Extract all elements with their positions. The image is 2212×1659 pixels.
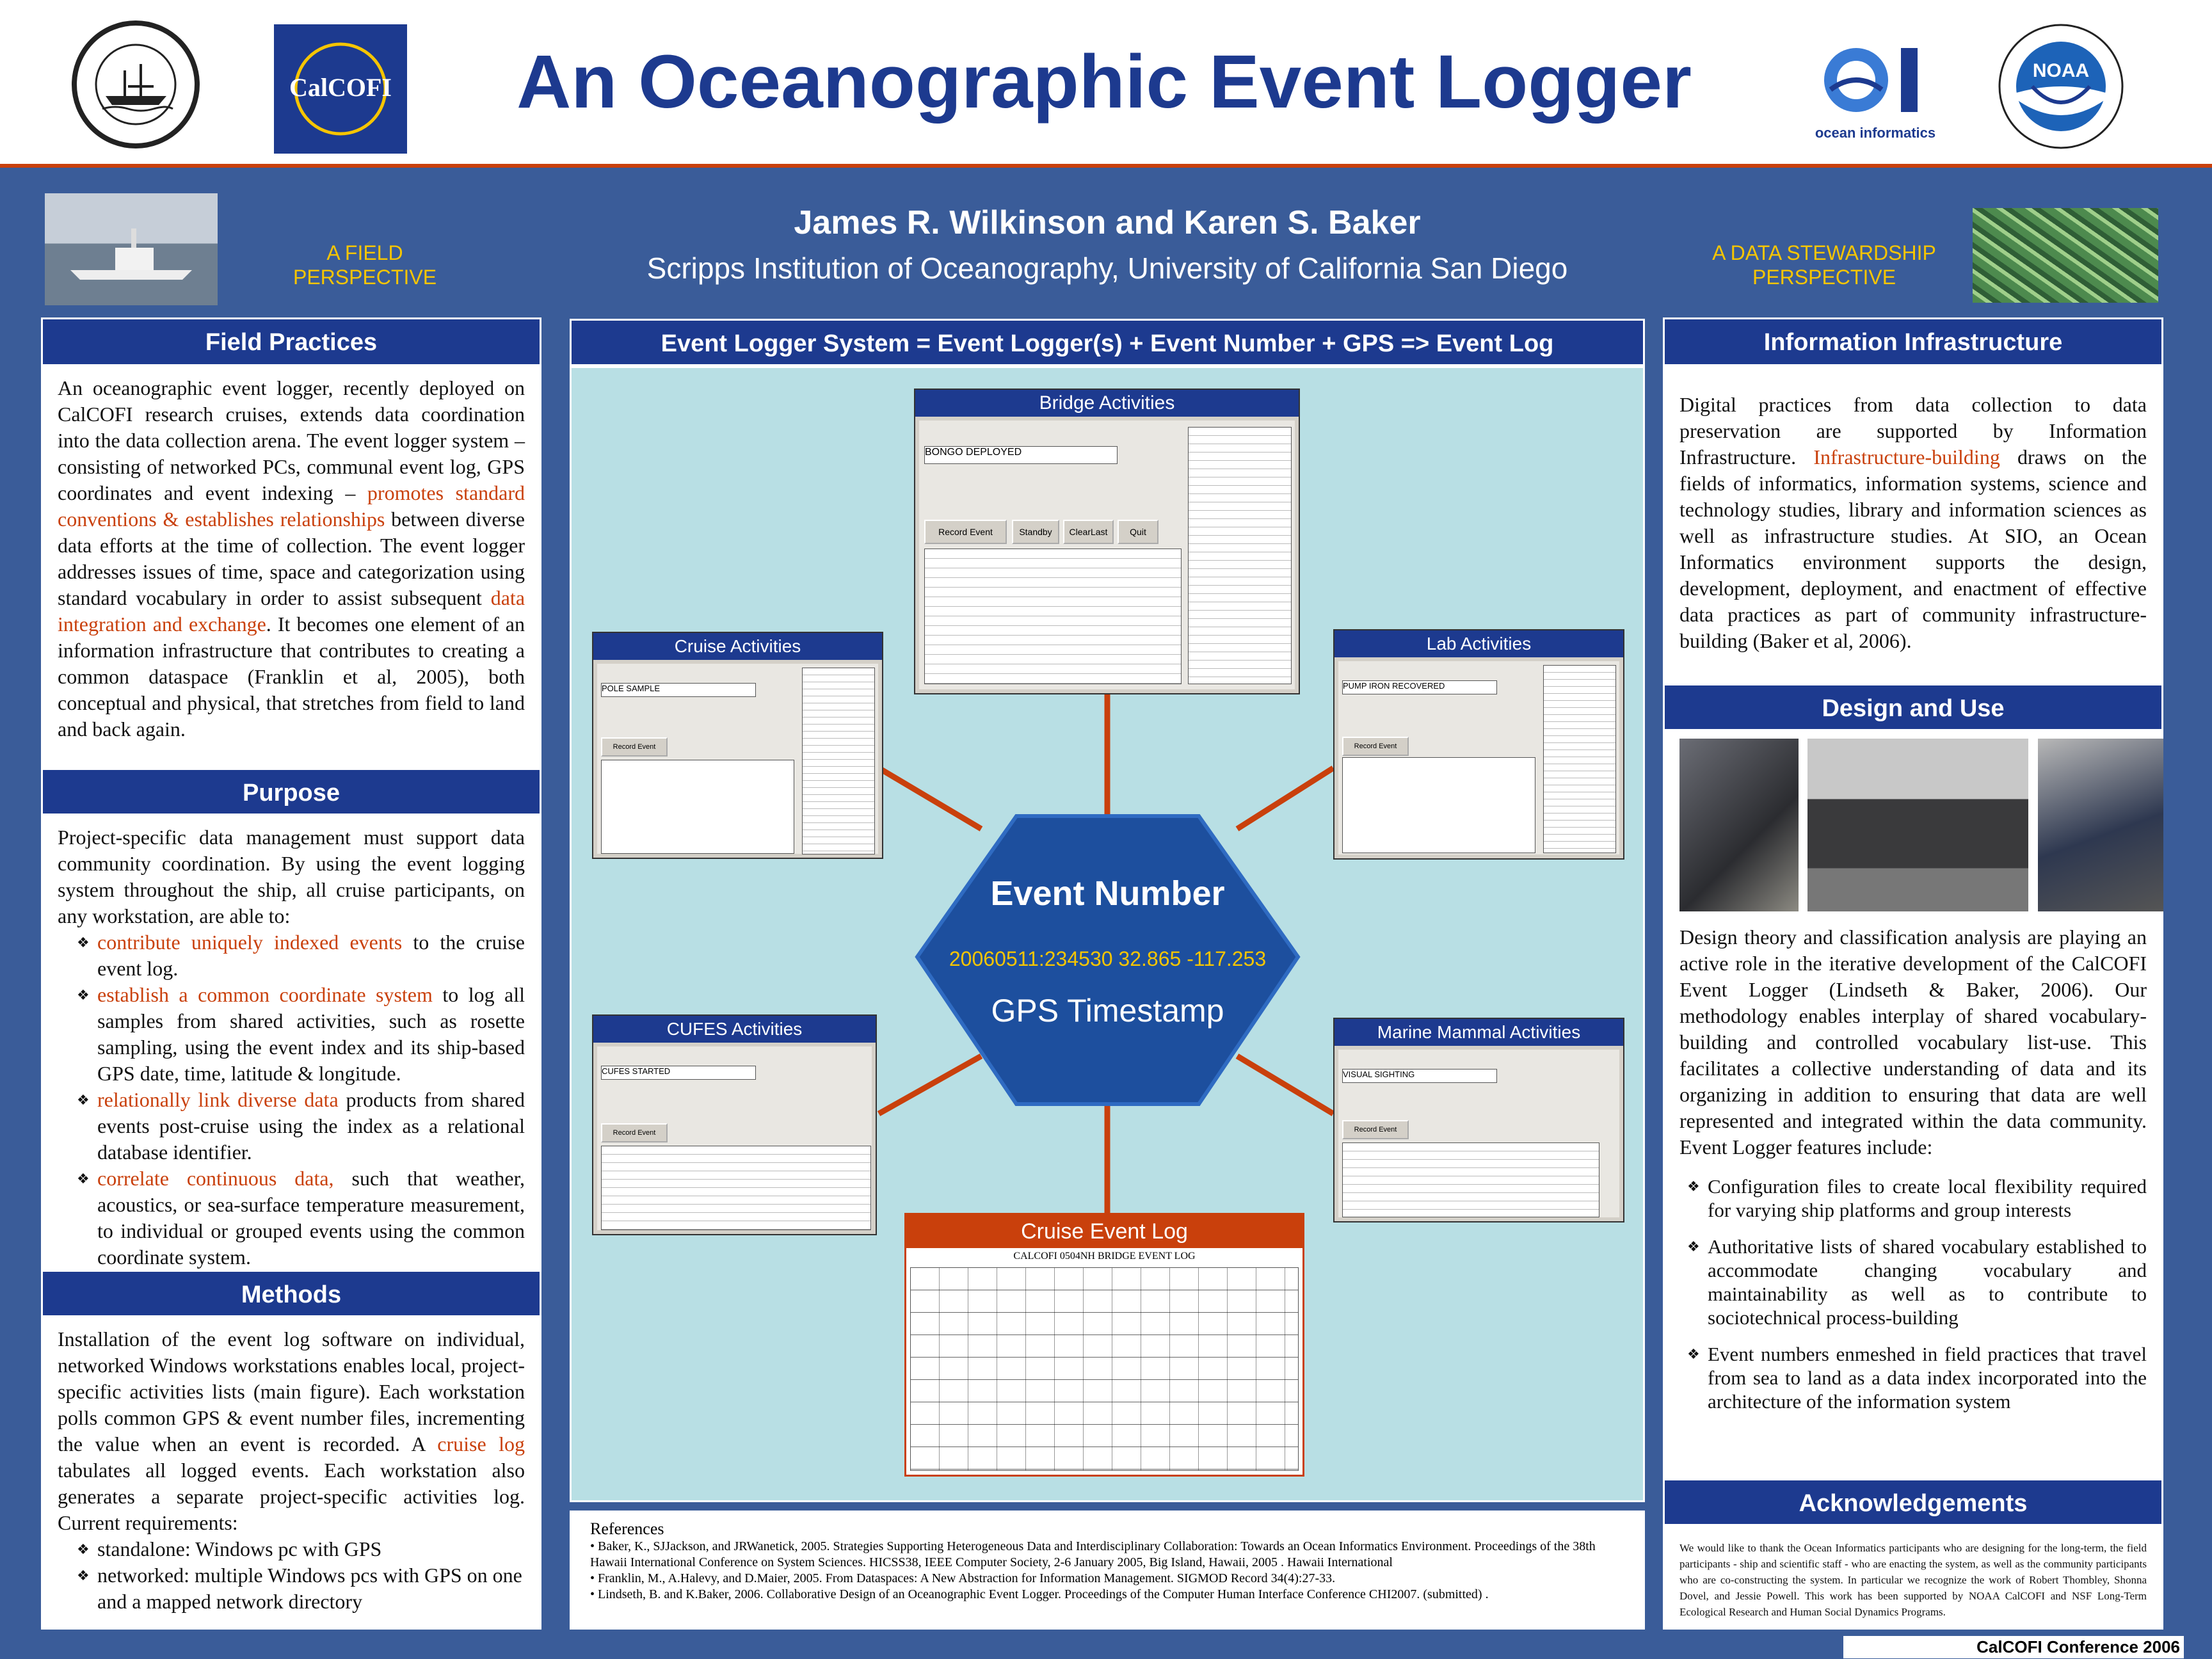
lab-events-checklist[interactable] [1543,665,1616,853]
cufes-record-event-button[interactable]: Record Event [601,1123,668,1142]
page-title: An Oceanographic Event Logger [517,40,1692,124]
infrastructure-heading: Information Infrastructure [1663,317,2163,366]
fp-p3: . It becomes one element of an information infrastructure that contributes to creating a common dataspace (Franklin et al, 2005), both conceptual and physical, that stretches from field to land and back again. [58,613,525,741]
noaa-logo [1997,22,2125,150]
design-item: ❖ Authoritative lists of shared vocabulary established to accommodate changing vocabulary and maintainability as well as to contribute to sociotechnical process-building [1687,1235,2147,1329]
infrastructure-text [1663,366,2163,684]
cruise-record-event-button[interactable]: Record Event [601,737,668,757]
purpose-list [58,929,525,1270]
methods-item: ❖ standalone: Windows pc with GPS [77,1536,525,1562]
cruise-event-list[interactable] [601,760,794,854]
bridge-quit-button[interactable]: Quit [1118,520,1158,544]
lab-record-event-button[interactable]: Record Event [1342,737,1409,756]
methods-list [58,1536,525,1615]
ship-photo [45,193,218,305]
cufes-event-field[interactable]: CUFES STARTED [601,1066,756,1080]
field-practices-text [41,366,541,768]
fp-p1-highlight: promotes standard conventions & establishes relationships [58,481,525,531]
hex-gps-timestamp-label: GPS Timestamp [991,993,1224,1029]
bridge-event-field[interactable]: BONGO DEPLOYED [924,446,1118,464]
infra-p2: draws on the fields of informatics, information systems, science and technology studies, library and information sciences as well as infrastructure studies. At SIO, an Ocean Informatics environment supports the design, development, deployment, and enactment of effective data practices as part of community infrastructure-building (Baker et al, 2006). [1679,445,2147,652]
methods-highlight: cruise log [437,1432,525,1455]
acknowledgements-heading: Acknowledgements [1663,1479,2163,1526]
purpose-item: ❖ correlate continuous data, such that weather, acoustics, or sea-surface temperature measurement, to individual or grouped events using the common coordinate system. [77,1166,525,1270]
cruise-events-checklist[interactable] [802,668,875,854]
fp-p2: between diverse data efforts at the time of collection. The event logger addresses issues of time, space and categorization using standard vocabulary in order to assist subsequent [58,508,525,609]
ocean-informatics-logo [1799,38,1952,147]
cufes-event-list[interactable] [601,1146,871,1230]
purpose-intro: Project-specific data management must support data community coordination. By using the event logging system throughout the ship, all cruise participants, on any workstation, are able to: [58,826,525,927]
acknowledgements-text: We would like to thank the Ocean Informatics participants who are designing for the long-term, the field participants - ship and scientific staff - who are enacting the system, as well as the community participants who are co-constructing the system. In particular we recognize the work of Robert Thombley, Shonna Dovel, and Jessie Powell. This work has been supported by NOAA CalCOFI and NSF Long-Term Ecological Research and Human Social Dynamics Programs. [1663,1526,2163,1630]
design-photos [1679,739,2147,924]
reference-item: • Franklin, M., A.Halevy, and D.Maier, 2005. From Dataspaces: A New Abstraction for Information Management. SIGMOD Record 34(4):27-33. [590,1571,1336,1585]
bridge-activities-title: Bridge Activities [915,390,1299,417]
cruise-event-log-doc-title: CALCOFI 0504NH BRIDGE EVENT LOG [1013,1251,1196,1262]
hex-event-number-label: Event Number [990,874,1225,913]
affiliation: Scripps Institution of Oceanography, University of California San Diego [646,252,1568,285]
cruise-event-log [904,1213,1304,1477]
bridge-events-checklist[interactable] [1188,427,1292,684]
cruise-activities-window [592,632,883,859]
methods-p2: tabulates all logged events. Each workstation also generates a separate project-specific activities log. Current requirements: [58,1459,525,1534]
cruise-event-log-title: Cruise Event Log [906,1215,1302,1248]
purpose-item: ❖ contribute uniquely indexed events to the cruise event log. [77,929,525,982]
bridge-clearlast-button[interactable]: ClearLast [1063,520,1114,544]
infra-p1: Digital practices from data collection to data preservation are supported by Information Infrastructure. [1679,393,2147,469]
field-practices-heading: Field Practices [41,317,541,366]
event-logger-heading: Event Logger System = Event Logger(s) + Event Number + GPS => Event Log [570,319,1645,366]
calcofi-logo-text: CalCOFI [289,73,392,102]
hands-photo [1973,208,2158,303]
photo-bridge-console [1807,739,2028,911]
lab-event-list[interactable] [1342,757,1535,853]
design-item: ❖ Event numbers enmeshed in field practices that travel from sea to land as a data index incorporated into the architecture of the information system [1687,1342,2147,1413]
methods-text [41,1317,541,1630]
oi-logo-text: ocean informatics [1815,125,1936,141]
footer-conference: CalCOFI Conference 2006 [1843,1636,2184,1658]
noaa-logo-text: NOAA [2032,60,2090,81]
fp-p1: An oceanographic event logger, recently deployed on CalCOFI research cruises, extends data coordination into the data collection arena. The event logger system – consisting of networked PCs, communal event log, GPS coordinates and event indexing – [58,376,525,504]
cruise-event-field[interactable]: POLE SAMPLE [601,683,756,697]
cufes-activities-window [592,1014,877,1235]
mammal-event-list[interactable] [1342,1142,1599,1217]
calcofi-logo [274,24,407,154]
references-box [570,1511,1645,1630]
methods-item: ❖ networked: multiple Windows pcs with GPS on one and a mapped network directory [77,1562,525,1615]
design-list [1679,1174,2147,1413]
lab-activities-window [1333,629,1624,860]
methods-heading: Methods [41,1270,541,1317]
design-item: ❖ Configuration files to create local flexibility required for varying ship platforms and group interests [1687,1174,2147,1222]
photo-workstation [1679,739,1799,911]
lab-event-field[interactable]: PUMP IRON RECOVERED [1342,680,1497,694]
purpose-text [41,815,541,1270]
stewardship-perspective-label: A DATA STEWARDSHIP PERSPECTIVE [1712,241,1936,289]
hex-event-value: 20060511:234530 32.865 -117.253 [949,947,1267,970]
bridge-event-list[interactable] [924,549,1182,684]
photo-operator [2038,739,2163,911]
purpose-item: ❖ establish a common coordinate system to log all samples from shared activities, such as rosette sampling, using the event index and its ship-based GPS date, time, latitude & longitude. [77,982,525,1087]
lab-activities-title: Lab Activities [1334,630,1623,657]
marine-mammal-activities-title: Marine Mammal Activities [1334,1019,1623,1046]
fp-p2-highlight: data integration and exchange [58,586,525,636]
design-p1: Design theory and classification analysis are playing an active role in the iterative development of the CalCOFI Event Logger (Lindseth & Baker, 2006). Our methodology enables interplay of shared vocabulary-building and controlled vocabulary list-use. This facilitates a collective understanding of data and its organizing in addition to ensuring that data are well represented and integrated within the data community. Event Logger features include: [1679,926,2147,1158]
purpose-heading: Purpose [41,768,541,815]
cruise-event-log-table [910,1267,1299,1471]
reference-item: • Lindseth, B. and K.Baker, 2006. Collaborative Design of an Oceanographic Event Logger. Proceedings of the Computer Human Interface Conference CHI2007. (submitted) . [590,1587,1489,1601]
mammal-record-event-button[interactable]: Record Event [1342,1120,1409,1139]
purpose-item: ❖ relationally link diverse data products from shared events post-cruise using the index as a relational database identifier. [77,1087,525,1166]
bridge-standby-button[interactable]: Standby [1012,520,1059,544]
cruise-activities-title: Cruise Activities [593,633,882,660]
design-text [1663,731,2163,1479]
methods-p1: Installation of the event log software on individual, networked Windows workstations enables local, project-specific activities lists (main figure). Each workstation polls common GPS & event number files, incrementing the value when an event is recorded. A [58,1327,525,1455]
field-perspective-label: A FIELD PERSPECTIVE [293,241,437,289]
mammal-event-field[interactable]: VISUAL SIGHTING [1342,1069,1497,1083]
cufes-activities-title: CUFES Activities [593,1016,876,1043]
authors: James R. Wilkinson and Karen S. Baker [794,204,1421,241]
bridge-activities-window [914,389,1300,694]
scripps-logo [72,20,200,148]
infra-highlight: Infrastructure-building [1813,445,2000,469]
marine-mammal-activities-window [1333,1018,1624,1222]
ship-icon [77,26,195,143]
event-logger-figure [570,366,1645,1502]
design-heading: Design and Use [1663,684,2163,731]
references-heading: References [590,1519,664,1538]
bridge-record-event-button[interactable]: Record Event [924,520,1007,544]
reference-item: • Baker, K., SJJackson, and JRWanetick, 2005. Strategies Supporting Heterogeneous Data and Interdisciplinary Collaboration: Towards an Ocean Informatics Environment. Proceedings of the 38th Hawaii International Conference on System Sciences. HICSS38, IEEE Computer Society, 2-6 January 2005, Big Island, Hawaii, 2005 . Hawaii International [590,1539,1596,1569]
